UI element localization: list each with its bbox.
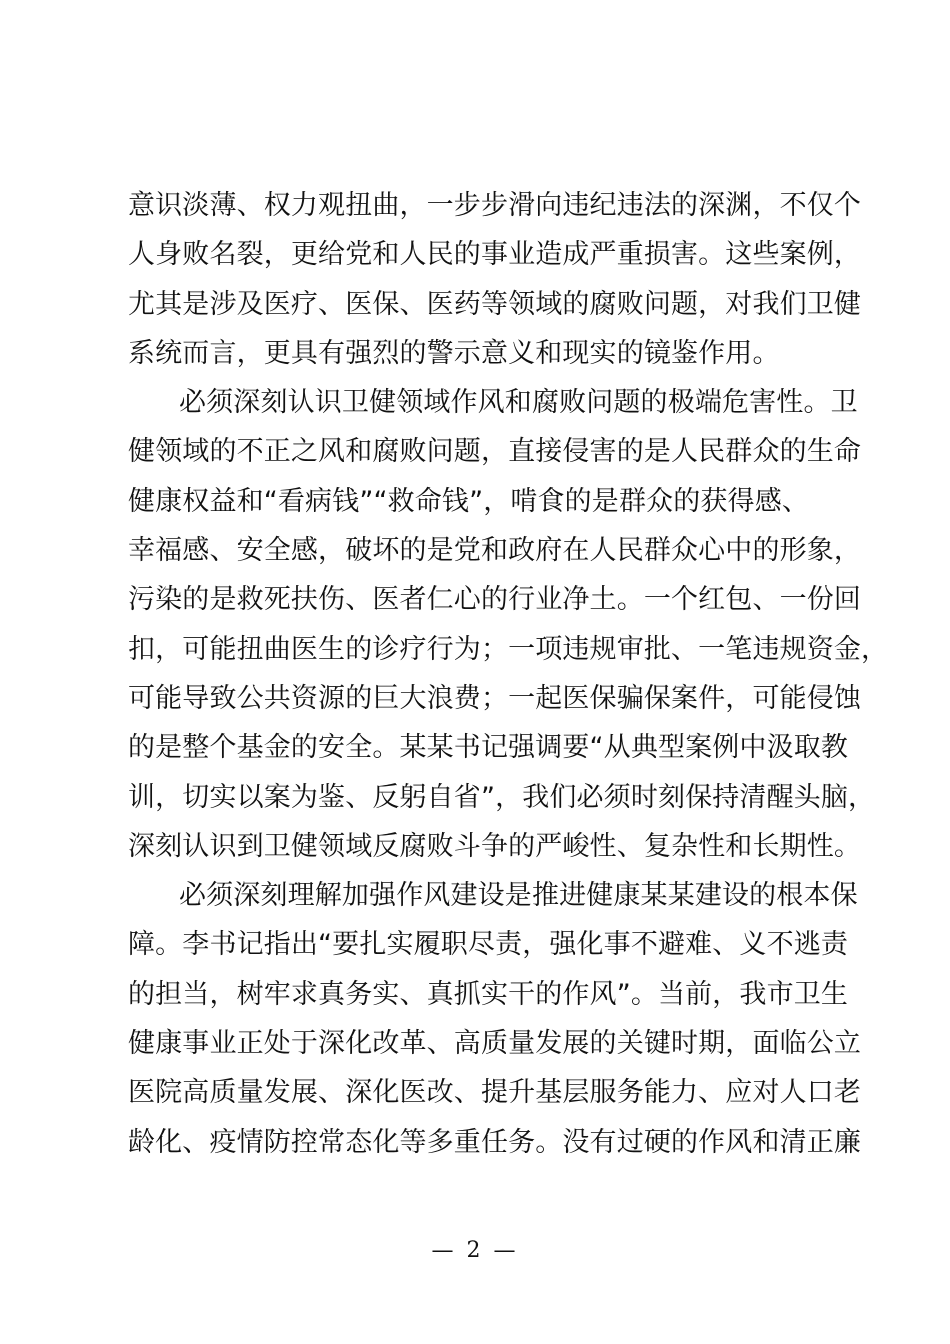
text-line: 幸福感、安全感，破坏的是党和政府在人民群众心中的形象， [128,535,862,567]
text-line: 健康权益和“看病钱”“救命钱”，啃食的是群众的获得感、 [128,485,809,517]
text-line: 系统而言，更具有强烈的警示意义和现实的镜鉴作用。 [128,337,780,369]
text-line: 的担当，树牢求真务实、真抓实干的作风”。当前，我市卫生 [128,978,849,1010]
text-line: 的是整个基金的安全。某某书记强调要“从典型案例中汲取教 [128,732,849,764]
text-line: 深刻认识到卫健领域反腐败斗争的严峻性、复杂性和长期性。 [128,830,862,862]
text-line: 障。李书记指出“要扎实履职尽责，强化事不避难、义不逃责 [128,929,849,961]
text-line: 尤其是涉及医疗、医保、医药等领域的腐败问题，对我们卫健 [128,288,862,320]
text-line: 健康事业正处于深化改革、高质量发展的关键时期，面临公立 [128,1028,862,1060]
text-line: 可能导致公共资源的巨大浪费；一起医保骗保案件，可能侵蚀 [128,682,862,714]
text-line: 训，切实以案为鉴、反躬自省”，我们必须时刻保持清醒头脑， [128,781,876,813]
body-text [128,181,889,1167]
text-line: 扣，可能扭曲医生的诊疗行为；一项违规审批、一笔违规资金， [128,633,889,665]
page-number: — 2 — [431,1238,519,1263]
paragraph-first-line: 必须深刻认识卫健领域作风和腐败问题的极端危害性。卫 [179,387,858,419]
text-line: 医院高质量发展、深化医改、提升基层服务能力、应对人口老 [128,1077,862,1109]
text-line: 龄化、疫情防控常态化等多重任务。没有过硬的作风和清正廉 [128,1126,862,1158]
text-line: 健领域的不正之风和腐败问题，直接侵害的是人民群众的生命 [128,436,862,468]
text-line: 人身败名裂，更给党和人民的事业造成严重损害。这些案例， [128,239,862,271]
text-line: 污染的是救死扶伤、医者仁心的行业净土。一个红包、一份回 [128,584,862,616]
paragraph-first-line: 必须深刻理解加强作风建设是推进健康某某建设的根本保 [179,880,858,912]
text-line: 意识淡薄、权力观扭曲，一步步滑向违纪违法的深渊，不仅个 [128,190,862,221]
